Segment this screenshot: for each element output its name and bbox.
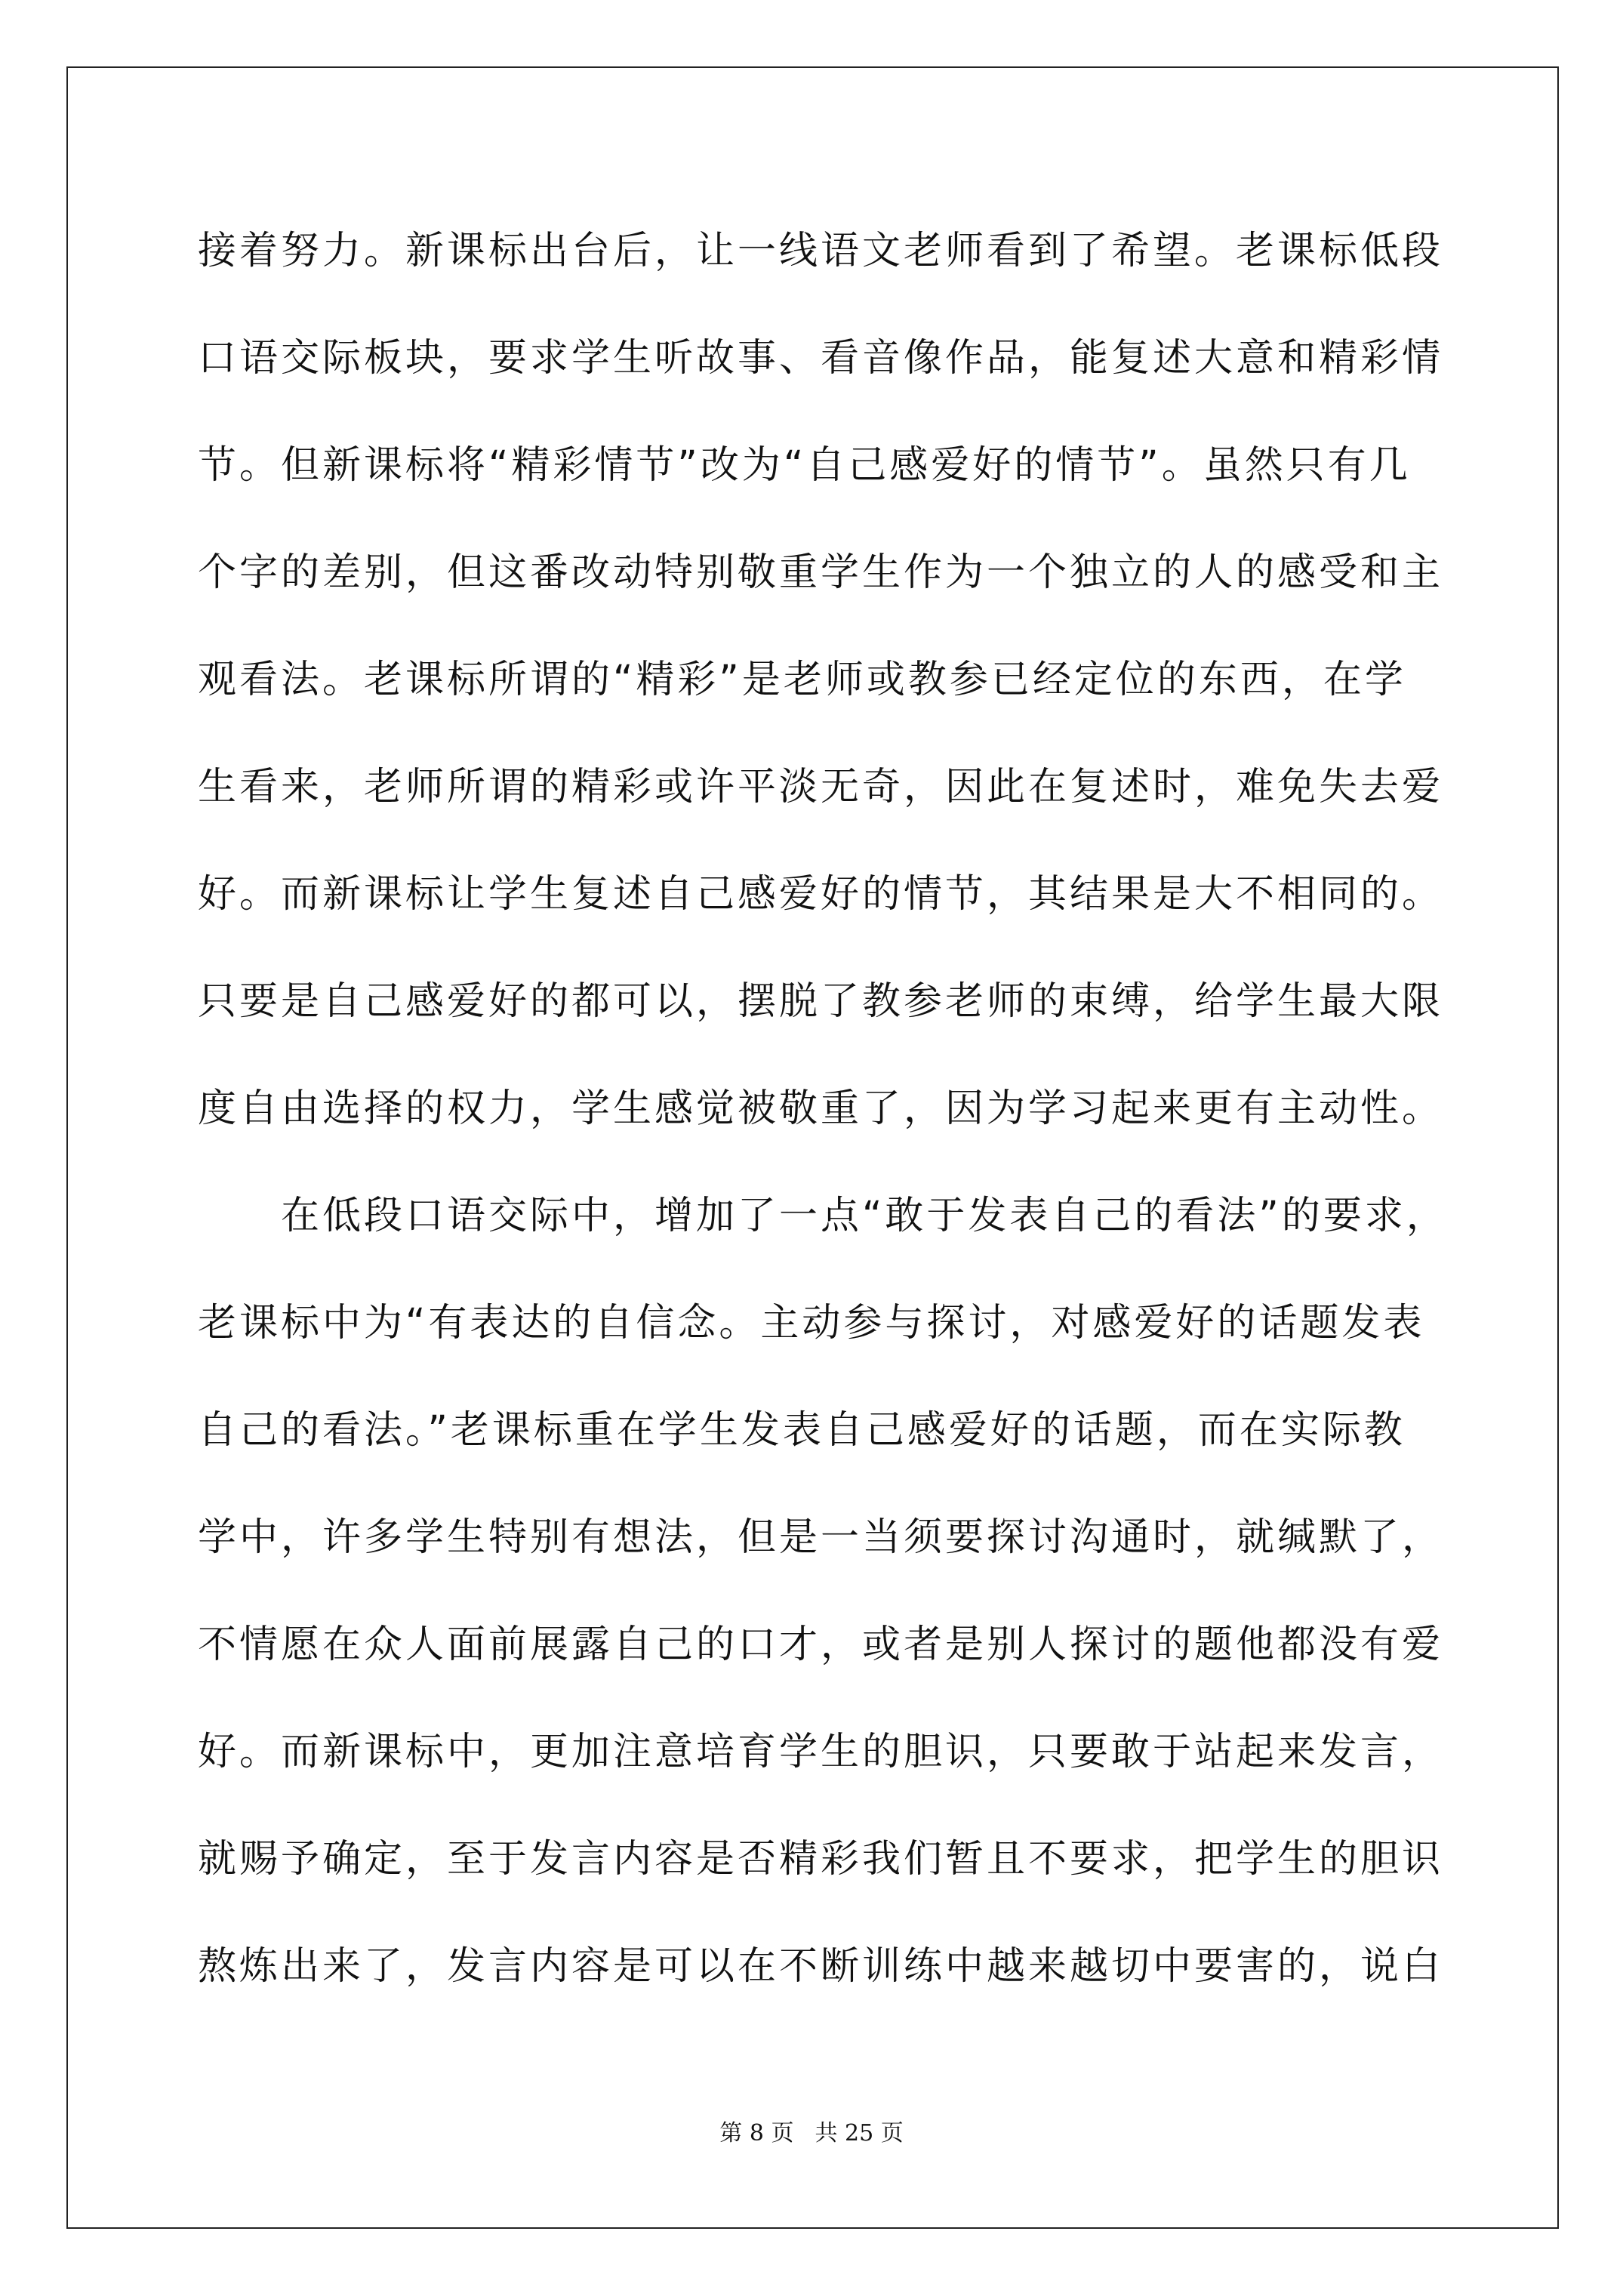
page-border bbox=[66, 66, 1559, 2229]
text-line: 就赐予确定，至于发言内容是否精彩我们暂且不要求，把学生的胆识 bbox=[198, 1837, 1444, 1881]
text-line: 好。而新课标让学生复述自己感爱好的情节，其结果是大不相同的。 bbox=[198, 872, 1444, 917]
text-line: 个字的差别，但这番改动特别敬重学生作为一个独立的人的感受和主 bbox=[198, 550, 1444, 595]
text-line: 观看法。老课标所谓的“精彩”是老师或教参已经定位的东西，在学 bbox=[198, 658, 1406, 702]
text-line: 自己的看法。”老课标重在学生发表自己感爱好的话题，而在实际教 bbox=[198, 1408, 1406, 1453]
text-line: 好。而新课标中，更加注意培育学生的胆识，只要敢于站起来发言， bbox=[198, 1730, 1444, 1774]
page-total: 共 25 页 bbox=[815, 2120, 904, 2147]
text-line: 不情愿在众人面前展露自己的口才，或者是别人探讨的题他都没有爱 bbox=[198, 1623, 1444, 1667]
text-line: 学中，许多学生特别有想法，但是一当须要探讨沟通时，就缄默了， bbox=[198, 1515, 1444, 1560]
text-line: 节。但新课标将“精彩情节”改为“自己感爱好的情节”。虽然只有几 bbox=[198, 443, 1411, 488]
text-line: 接着努力。新课标出台后，让一线语文老师看到了希望。老课标低段 bbox=[198, 229, 1444, 273]
text-line: 生看来，老师所谓的精彩或许平淡无奇，因此在复述时，难免失去爱 bbox=[198, 765, 1444, 809]
text-line: 口语交际板块，要求学生听故事、看音像作品，能复述大意和精彩情 bbox=[198, 336, 1444, 381]
text-line: 在低段口语交际中，增加了一点“敢于发表自己的看法”的要求， bbox=[281, 1194, 1448, 1238]
page-number: 第 8 页 bbox=[719, 2120, 794, 2147]
text-line: 只要是自己感爱好的都可以，摆脱了教参老师的束缚，给学生最大限 bbox=[198, 979, 1444, 1024]
text-line: 老课标中为“有表达的自信念。主动参与探讨，对感爱好的话题发表 bbox=[198, 1301, 1425, 1345]
page-footer bbox=[0, 2120, 1623, 2147]
text-line: 熬炼出来了，发言内容是可以在不断训练中越来越切中要害的，说白 bbox=[198, 1944, 1444, 1989]
text-line: 度自由选择的权力，学生感觉被敬重了，因为学习起来更有主动性。 bbox=[198, 1086, 1444, 1131]
